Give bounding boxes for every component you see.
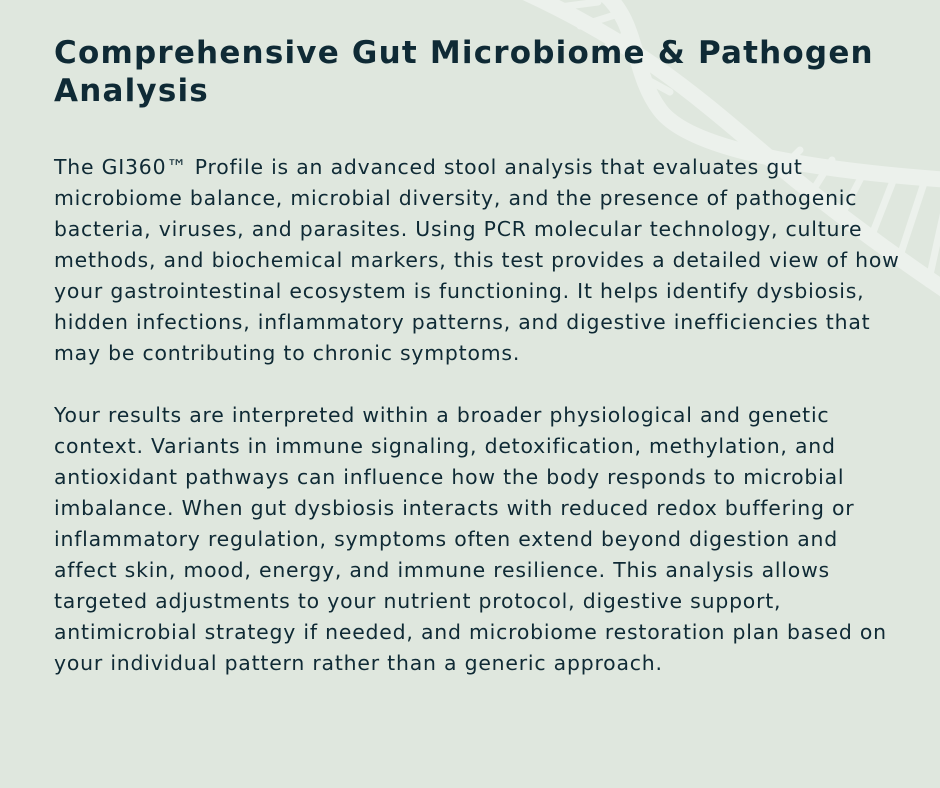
interpretation-paragraph: Your results are interpreted within a broader physiological and genetic context. Variants in immune signaling, detoxification, methylation, and antioxidant pathways can influence how the body responds to microbial imbalance. When gut dysbiosis interacts with reduced redox buffering or inflammatory regulation, symptoms often extend beyond digestion and affect skin, mood, energy, and immune resilience. This analysis allows targeted adjustments to your nutrient protocol, digestive support, antimicrobial strategy if needed, and microbiome restoration plan based on your individual pattern rather than a generic approach. (54, 403, 887, 675)
page-title: Comprehensive Gut Microbiome & Pathogen Analysis (54, 35, 874, 109)
intro-paragraph: The GI360™ Profile is an advanced stool analysis that evaluates gut microbiome balance, microbial diversity, and the presence of pathogenic bacteria, viruses, and parasites. Using PCR molecular technology, culture methods, and biochemical markers, this test provides a detailed view of how your gastrointestinal ecosystem is functioning. It helps identify dysbiosis, hidden infections, inflammatory patterns, and digestive inefficiencies that may be contributing to chronic symptoms. (54, 155, 900, 365)
text-content (54, 34, 900, 679)
